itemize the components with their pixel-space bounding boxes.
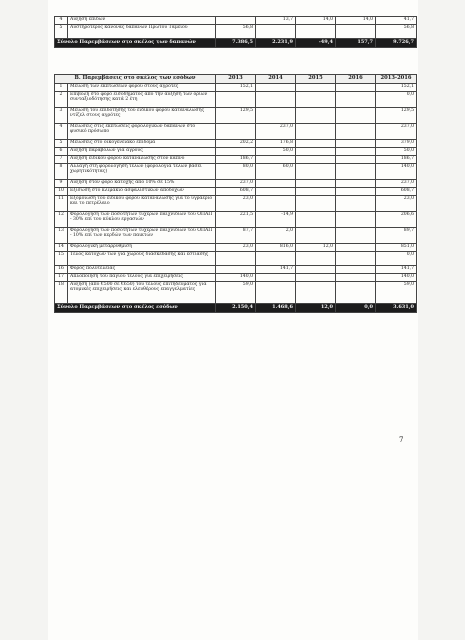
value-2013: 140,0 (216, 274, 256, 282)
table-row (55, 164, 417, 180)
row-number: 5 (55, 25, 68, 39)
value-2014: 50,0 (256, 148, 296, 156)
value-2013: 80,0 (216, 164, 256, 180)
row-number: 3 (55, 108, 68, 124)
row-description: Αύξηση επιδών (68, 17, 216, 25)
table-row (55, 92, 417, 108)
value-total: 41,7 (376, 17, 417, 25)
value-2014: 176,8 (256, 140, 296, 148)
value-2013: 186,7 (216, 156, 256, 164)
row-number: 4 (55, 17, 68, 25)
value-total: 23,0 (376, 196, 417, 212)
table-row (55, 212, 417, 228)
row-description: Τέλος κατόχων των για χώρους διασκέδασης και εστίασης (68, 252, 216, 266)
value-2016 (336, 92, 376, 108)
value-total: 379,0 (376, 140, 417, 148)
value-2014 (256, 188, 296, 196)
expenditure-table-continuation (54, 16, 417, 48)
table-row (55, 196, 417, 212)
year-header: 2016 (336, 75, 376, 84)
row-description: Μειώσεις στο οικογενειακό επίδομα (68, 140, 216, 148)
value-total: 237,0 (376, 180, 417, 188)
row-description: Φορολόγηση των ποσοτήτων τυχερών παιχνιδιών του ΟΠΑΠ - 30% επί του κύκλου εργασιών (68, 212, 216, 228)
value-2013 (216, 17, 256, 25)
row-description: Επιβολή στο φόρο εισοδήματος από την αύξηση των ορίων συνταξιοδότησης κατά 2 έτη (68, 92, 216, 108)
row-description: Αύξηση ειδικού φόρου κατανάλωσης στον καπνό (68, 156, 216, 164)
row-description: Αλλαγή στη φορολόγηση τελών (φορολογία τελών βάσει χωρητικότητας) (68, 164, 216, 180)
value-total: 608,7 (376, 188, 417, 196)
value-2016 (336, 188, 376, 196)
row-description: Φόρος πολυτελείας (68, 266, 216, 274)
value-2015 (296, 164, 336, 180)
revenue-measures-table (54, 74, 417, 313)
table-row (55, 282, 417, 304)
value-total: 237,0 (376, 124, 417, 140)
value-2014: -14,9 (256, 212, 296, 228)
year-header: 2013 (216, 75, 256, 84)
row-number: 2 (55, 92, 68, 108)
value-total: 129,5 (376, 108, 417, 124)
value-2013: 59,0 (216, 282, 256, 304)
row-number: 6 (55, 148, 68, 156)
value-2015 (296, 148, 336, 156)
total-label: Σύνολο Παρεμβάσεων στο σκέλος εσόδων (55, 304, 216, 313)
row-number: 18 (55, 282, 68, 304)
row-description: Φορολόγηση των ποσοτήτων τυχερών παιχνιδιών του ΟΠΑΠ - 10% επί των κερδών των παικτών (68, 228, 216, 244)
value-2013 (216, 148, 256, 156)
row-number: 12 (55, 212, 68, 228)
total-row (55, 39, 417, 48)
value-2016 (336, 148, 376, 156)
value-2016 (336, 108, 376, 124)
value-total: 140,0 (376, 274, 417, 282)
row-description: Εξίσωση στο κλιμάκιο ασφαλιστικών αποδοχών (68, 188, 216, 196)
value-2016 (336, 228, 376, 244)
value-2013 (216, 266, 256, 274)
row-number: 10 (55, 188, 68, 196)
value-total: 206,6 (376, 212, 417, 228)
value-2014: 13,7 (256, 17, 296, 25)
row-description: Αύξηση παραβόλων για αγρούς (68, 148, 216, 156)
value-total: 0,0 (376, 92, 417, 108)
row-number: 9 (55, 180, 68, 188)
year-header: 2015 (296, 75, 336, 84)
table-row (55, 244, 417, 252)
value-2016 (336, 156, 376, 164)
row-description: Μειώσεις στις εκπτώσεις φορολογικών δαπανών στο φυσικό πρόσωπο (68, 124, 216, 140)
value-total: 186,7 (376, 156, 417, 164)
value-2014 (256, 156, 296, 164)
table-row (55, 124, 417, 140)
value-2014 (256, 25, 296, 39)
value-2015 (296, 228, 336, 244)
row-description: Εξομοίωση του ειδικού φόρου κατανάλωσης για το υγραέριο και το πετρέλαιο (68, 196, 216, 212)
value-2015 (296, 212, 336, 228)
section-b-title: Β. Παρεμβάσεις στο σκέλος των εσόδων (55, 75, 216, 84)
value-2014: 60,0 (256, 164, 296, 180)
row-number: 16 (55, 266, 68, 274)
value-2014 (256, 92, 296, 108)
value-2015 (296, 156, 336, 164)
table-row (55, 108, 417, 124)
value-2016 (336, 196, 376, 212)
table-row (55, 188, 417, 196)
row-description: Φορολογική μεταρρύθμιση (68, 244, 216, 252)
value-2013 (216, 92, 256, 108)
row-number: 8 (55, 164, 68, 180)
row-number: 14 (55, 244, 68, 252)
total-2016: 157,7 (336, 39, 376, 48)
table-row (55, 148, 417, 156)
table-row (55, 266, 417, 274)
value-2015 (296, 25, 336, 39)
row-number: 13 (55, 228, 68, 244)
total-2015: 12,0 (296, 304, 336, 313)
total-2014: 1.468,6 (256, 304, 296, 313)
total-2013: 2.150,4 (216, 304, 256, 313)
value-2016 (336, 124, 376, 140)
value-2014 (256, 274, 296, 282)
value-total: 0,0 (376, 252, 417, 266)
value-2016 (336, 244, 376, 252)
total-all: 9.726,7 (376, 39, 417, 48)
row-description: Μείωση των εκπτώσεων φόρου στους αγρότες (68, 84, 216, 92)
value-2016 (336, 252, 376, 266)
row-number: 5 (55, 140, 68, 148)
total-all: 3.631,0 (376, 304, 417, 313)
value-2013: 202,2 (216, 140, 256, 148)
value-2015 (296, 196, 336, 212)
value-2015 (296, 188, 336, 196)
table-row (55, 17, 417, 25)
total-2015: -49,4 (296, 39, 336, 48)
value-2016 (336, 164, 376, 180)
document-page (48, 0, 418, 640)
total-2016: 0,0 (336, 304, 376, 313)
value-2016 (336, 180, 376, 188)
total-row (55, 304, 417, 313)
row-description: Μείωση του επιδότησης του ειδικού φόρου κατανάλωσης ντίζελ στους αγρότες (68, 108, 216, 124)
value-total: 140,0 (376, 164, 417, 180)
row-description: Απλοποίηση του πάγιου τέλους για επιχειρήσεις (68, 274, 216, 282)
value-2014 (256, 282, 296, 304)
section-b-header-row (55, 75, 417, 84)
value-2013: 23,0 (216, 196, 256, 212)
row-number: 11 (55, 196, 68, 212)
table-row (55, 25, 417, 39)
value-2014 (256, 108, 296, 124)
table-row (55, 140, 417, 148)
value-2016 (336, 274, 376, 282)
year-header: 2014 (256, 75, 296, 84)
value-2015 (296, 180, 336, 188)
value-2015: 12,0 (296, 244, 336, 252)
value-2016 (336, 212, 376, 228)
value-2015 (296, 84, 336, 92)
value-2014: 237,0 (256, 124, 296, 140)
value-2016: 14,0 (336, 17, 376, 25)
value-2013: 56,8 (216, 25, 256, 39)
value-2015 (296, 282, 336, 304)
value-2015: 14,0 (296, 17, 336, 25)
value-2016 (336, 282, 376, 304)
total-2013: 7.386,5 (216, 39, 256, 48)
value-2014 (256, 84, 296, 92)
value-2013: 237,0 (216, 180, 256, 188)
row-description: Αύξηση (από €500 σε €650) του τέλους επιτηδεύματος για ατομικές επιχειρήσεις και ελευθέρους επαγγελματίες (68, 282, 216, 304)
value-total: 59,0 (376, 282, 417, 304)
row-number: 1 (55, 84, 68, 92)
value-2013: 152,1 (216, 84, 256, 92)
value-total: 89,7 (376, 228, 417, 244)
table-row (55, 252, 417, 266)
value-2013 (216, 124, 256, 140)
table-row (55, 156, 417, 164)
row-description: Αυστηρότερος κανόνας δαπανών Πρώτου Ταμείου (68, 25, 216, 39)
value-2014 (256, 196, 296, 212)
table-row (55, 274, 417, 282)
value-total: 152,1 (376, 84, 417, 92)
total-2014: 2.231,9 (256, 39, 296, 48)
value-2014 (256, 252, 296, 266)
value-2015 (296, 252, 336, 266)
total-label: Σύνολο Παρεμβάσεων στο σκέλος των δαπανών (55, 39, 216, 48)
value-2013: 23,0 (216, 244, 256, 252)
value-2014: 816,0 (256, 244, 296, 252)
value-2015 (296, 266, 336, 274)
row-number: 17 (55, 274, 68, 282)
value-2013: 221,5 (216, 212, 256, 228)
year-header: 2013-2016 (376, 75, 417, 84)
value-2013: 608,7 (216, 188, 256, 196)
row-number: 15 (55, 252, 68, 266)
value-2014: 2,0 (256, 228, 296, 244)
value-total: 141,7 (376, 266, 417, 274)
value-2015 (296, 274, 336, 282)
value-2013: 87,7 (216, 228, 256, 244)
row-number: 7 (55, 156, 68, 164)
value-2014 (256, 180, 296, 188)
value-2013: 129,5 (216, 108, 256, 124)
value-2016 (336, 25, 376, 39)
page-number: 7 (399, 436, 404, 444)
row-number: 4 (55, 124, 68, 140)
value-total: 56,8 (376, 25, 417, 39)
value-total: 851,0 (376, 244, 417, 252)
row-description: Αύξηση στον φόρο κατοχής από 10% σε 15% (68, 180, 216, 188)
value-2015 (296, 108, 336, 124)
value-2016 (336, 266, 376, 274)
value-2013 (216, 252, 256, 266)
value-2015 (296, 124, 336, 140)
value-2016 (336, 140, 376, 148)
value-2015 (296, 92, 336, 108)
value-2015 (296, 140, 336, 148)
table-row (55, 228, 417, 244)
value-2016 (336, 84, 376, 92)
value-2014: 141,7 (256, 266, 296, 274)
value-total: 50,0 (376, 148, 417, 156)
table-row (55, 180, 417, 188)
table-row (55, 84, 417, 92)
